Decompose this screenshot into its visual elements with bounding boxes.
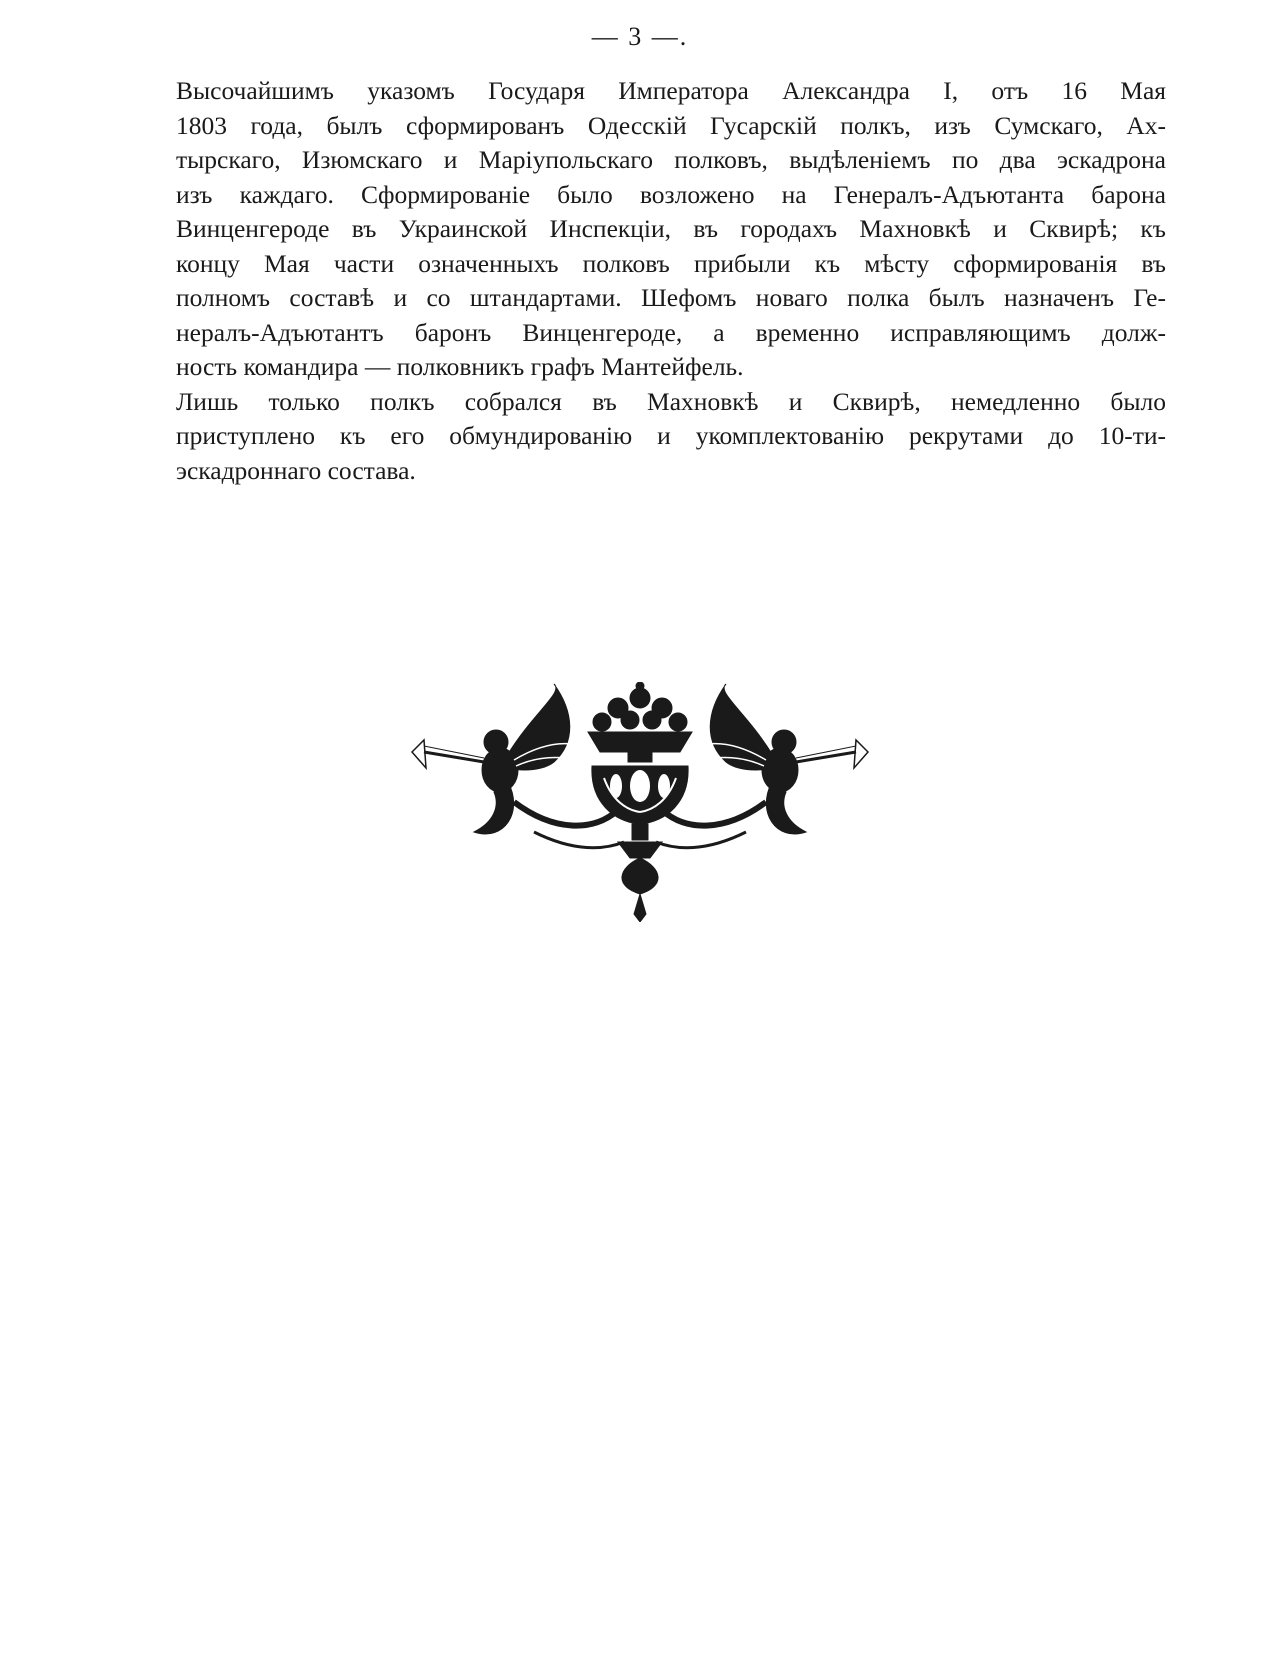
text-line: приступлено къ его обмундированію и укомплектованію рекрутами до 10-ти-	[176, 421, 1166, 450]
paragraph	[176, 74, 1166, 385]
text-line: тырскаго, Изюмскаго и Маріупольскаго полковъ, выдѣленіемъ по два эскадрона	[176, 145, 1166, 174]
text-line: Лишь только полкъ собрался въ Махновкѣ и Сквирѣ, немедленно было	[176, 386, 1166, 416]
body-text	[176, 74, 1166, 488]
text-line: концу Мая части означенныхъ полковъ прибыли къ мѣсту сформированія въ	[176, 248, 1166, 278]
text-line: ность командира — полковникъ графъ Мантейфель.	[176, 352, 744, 381]
text-line: полномъ составѣ и со штандартами. Шефомъ новаго полка былъ назначенъ Ге-	[176, 283, 1166, 312]
text-line: Винценгероде въ Украинской Инспекціи, въ городахъ Махновкѣ и Сквирѣ; къ	[176, 214, 1166, 243]
paragraph	[176, 385, 1166, 489]
angels-with-trumpets-and-vase-vignette-icon	[404, 682, 876, 922]
text-line: 1803 года, былъ сформированъ Одесскій Гусарскій полкъ, изъ Сумскаго, Ах-	[176, 110, 1166, 140]
text-line: нералъ-Адъютантъ баронъ Винценгероде, а временно исправляющимъ долж-	[176, 317, 1166, 347]
page-number: — 3 —.	[591, 22, 689, 51]
text-line: Высочайшимъ указомъ Государя Императора Александра I, отъ 16 Мая	[176, 76, 1166, 105]
text-line: изъ каждаго. Сформированіе было возложено на Генералъ-Адъютанта барона	[176, 179, 1166, 209]
text-line: эскадроннаго состава.	[176, 455, 416, 485]
